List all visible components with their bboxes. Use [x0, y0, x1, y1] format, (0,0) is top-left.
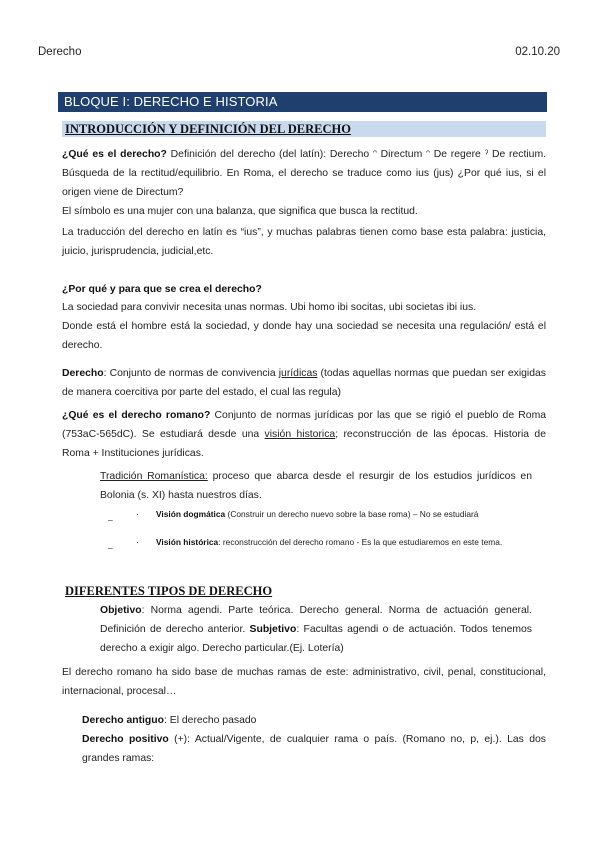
term-text: Derecho positivo: [82, 734, 169, 745]
paragraph-ius-translation: La traducción del derecho en latín es “ius”, y muchas palabras tienen como base esta palabra: justicia, juicio, jurisprudencia, judicial,etc.: [62, 227, 546, 257]
question-text: ¿Qué es el derecho?: [62, 149, 167, 160]
block-title-banner: BLOQUE I: DERECHO E HISTORIA: [58, 92, 547, 112]
paragraph-man-society: Donde está el hombre está la sociedad, y donde hay una sociedad se necesita una regulación/ está el derecho.: [62, 321, 546, 351]
paragraph-roman-branches: El derecho romano ha sido base de muchas ramas de este: administrativo, civil, penal, constitucional, internacional, procesal…: [62, 667, 546, 697]
document-page: Derecho 02.10.20 BLOQUE I: DERECHO E HISTORIA INTRODUCCIÓN Y DEFINICIÓN DEL DERECHO ¿Qué es el derecho? Definición del derecho (del latín): Derecho ᵔ Directum ᵔ De regere ˀ De rectium. Búsqueda de la rectitud/equilibrio. En Roma, el derecho se traduce como ius (jus) ¿Por qué ius, si el origen viene de Directum? El símbolo es una mujer con una balanza, que significa que busca la rectitud. La traducción del derecho en latín es “ius”, y muchas palabras tienen como base esta palabra: justicia, juicio, jurisprudencia, judicial,etc. ¿Por qué y para que se crea el derecho? La sociedad para convivir necesita unas normas. Ubi homo ibi socitas, ubi societas ibi ius. Donde está el hombre está la sociedad, y donde hay una sociedad se necesita una regulación/ está el derecho. Derecho: Conjunto de normas de convivencia jurídicas (todas aquellas normas que puedan ser exigidas de manera coercitiva por parte del estado, el cual las regula) ¿Qué es el derecho romano? Conjunto de normas jurídicas por las que se rigió el pueblo de Roma (753aC-565dC). Se estudiará desde una visión historica; reconstrucción de las épocas. Historia de Roma + Instituciones jurídicas. Tradición Romanística: proceso que abarca desde el resurgir de los estudios jurídicos en Bolonia (s. XI) hasta nuestros días. _ · Visión dogmática (Construir un derecho nuevo sobre la base roma) – No se estudiará _ · Visión histórica: reconstrucción del derecho romano - Es la que estudiaremos en este tema. DIFERENTES TIPOS DE DERECHO Objetivo: Norma agendi. Parte teórica. Derecho general. Norma de actuación general. Definición de derecho anterior. Subjetivo: Facultas agendi o de actuación. Todos tenemos derecho a exigir algo. Derecho particular.(Ej. Lotería) El derecho romano ha sido base de muchas ramas de este: administrativo, civil, penal, constitucional, internacional, procesal… Derecho antiguo: El derecho pasado Derecho positivo (+): Actual/Vigente, de cualquier rama o país. (Romano no, p, ej.). Las dos grandes ramas:: [0, 0, 600, 848]
dash-marker: _: [108, 539, 113, 549]
header-subject: Derecho: [38, 46, 82, 58]
section-heading-introduction: [62, 121, 546, 137]
dash-marker: _: [108, 511, 113, 521]
paragraph-ancient-law: Derecho antiguo: El derecho pasado: [82, 715, 257, 726]
underlined-term: visión historica: [264, 429, 336, 440]
bullet-marker: ·: [136, 509, 139, 519]
paragraph-romanist-tradition: Tradición Romanística: proceso que abarca desde el resurgir de los estudios jurídicos en Bolonia (s. XI) hasta nuestros días.: [100, 471, 532, 501]
question-text: ¿Qué es el derecho romano?: [62, 410, 211, 421]
section-heading-text: INTRODUCCIÓN Y DEFINICIÓN DEL DERECHO: [65, 122, 351, 136]
term-text: Visión histórica: [156, 537, 219, 547]
paragraph-objective-subjective: Objetivo: Norma agendi. Parte teórica. Derecho general. Norma de actuación general. Definición de derecho anterior. Subjetivo: Facultas agendi o de actuación. Todos tenemos derecho a exigir algo. Derecho particular.(Ej. Lotería): [100, 605, 532, 654]
underlined-term: Tradición Romanística:: [100, 471, 208, 482]
term-text: Derecho antiguo: [82, 715, 164, 726]
bullet-marker: ·: [136, 537, 139, 547]
term-text: Objetivo: [100, 605, 142, 616]
question-text: ¿Por qué y para que se crea el derecho?: [62, 284, 262, 295]
paragraph-law-definition: Derecho: Conjunto de normas de convivencia jurídicas (todas aquellas normas que puedan ser exigidas de manera coercitiva por parte del estado, el cual las regula): [62, 368, 546, 398]
paragraph-roman-law: ¿Qué es el derecho romano? Conjunto de normas jurídicas por las que se rigió el pueblo de Roma (753aC-565dC). Se estudiará desde una visión historica; reconstrucción de las épocas. Historia de Roma + Instituciones jurídicas.: [62, 410, 547, 459]
paragraph-text: Definición del derecho (del latín): Derecho ᵔ Directum ᵔ De regere ˀ De rectium. Búsqueda de la rectitud/equilibrio. En Roma, el derecho se traduce como ius (jus) ¿Por qué ius, si el origen viene de Directum?: [62, 149, 546, 198]
paragraph-symbol: El símbolo es una mujer con una balanza, que significa que busca la rectitud.: [62, 206, 418, 217]
section-heading-types: [62, 583, 272, 599]
underlined-term: jurídicas: [278, 368, 318, 379]
header-date: 02.10.20: [515, 46, 560, 58]
term-text: Subjetivo: [249, 624, 297, 635]
paragraph-positive-law: Derecho positivo (+): Actual/Vigente, de cualquier rama o país. (Romano no, p, ej.). Las dos grandes ramas:: [82, 734, 546, 764]
term-text: Derecho: [62, 368, 104, 379]
term-text: Visión dogmática: [156, 509, 226, 519]
paragraph-why-law: [62, 280, 546, 299]
paragraph-society-norms: La sociedad para convivir necesita unas normas. Ubi homo ibi socitas, ubi societas ibi ius.: [62, 302, 477, 313]
paragraph-what-is-law: [62, 145, 546, 202]
section-heading-text: DIFERENTES TIPOS DE DERECHO: [65, 584, 273, 598]
